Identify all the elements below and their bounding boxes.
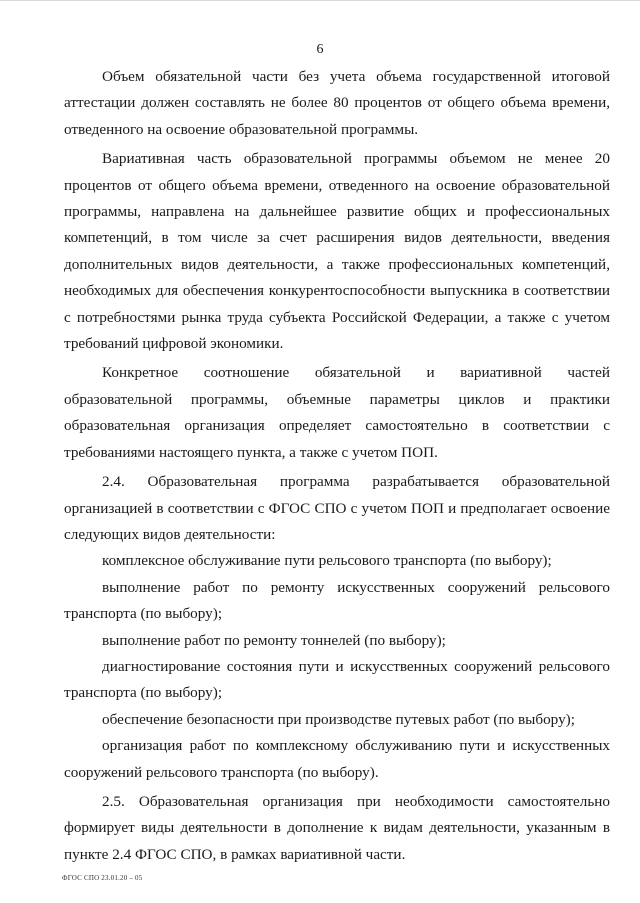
paragraph-2-4: 2.4. Образовательная программа разрабатывается образовательной организацией в соответствии с ФГОС СПО с учетом ПОП и предполагает освоение следующих видов деятельности: (64, 473, 610, 543)
page-number: 6 (316, 42, 324, 57)
paragraph-2-5: 2.5. Образовательная организация при необходимости самостоятельно формирует виды деятельности в дополнение к видам деятельности, указанным в пункте 2.4 ФГОС СПО, в рамках вариативной части. (64, 792, 610, 863)
list-item-activity: выполнение работ по ремонту тоннелей (по выбору); (102, 631, 446, 649)
list-item-activity: обеспечение безопасности при производстве путевых работ (по выбору); (102, 710, 575, 728)
list-item-activity: комплексное обслуживание пути рельсового транспорта (по выбору); (102, 552, 552, 570)
paragraph-variable-part: Вариативная часть образовательной программы объемом не менее 20 процентов от общего объема времени, отведенного на освоение образовательной программы, направлена на дальнейшее развитие общих и профессиональных компетенций, в том числе за счет расширения видов деятельности, введения дополнительных видов деятельности, а также профессиональных компетенций, необходимых для обеспечения конкурентоспособности выпускника в соответствии с потребностями рынка труда субъекта Российской Федерации, а также с учетом требований цифровой экономики. (64, 150, 610, 353)
list-item-activity: организация работ по комплексному обслуживанию пути и искусственных сооружений рельсового транспорта (по выбору). (64, 737, 610, 781)
paragraph-mandatory-part: Объем обязательной части без учета объема государственной итоговой аттестации должен составлять не более 80 процентов от общего объема времени, отведенного на освоение образовательной программы. (64, 68, 610, 138)
scan-edge-top (0, 0, 640, 1)
list-item-activity: выполнение работ по ремонту искусственных сооружений рельсового транспорта (по выбору); (64, 578, 610, 623)
list-item-activity: диагностирование состояния пути и искусственных сооружений рельсового транспорта (по выбору); (64, 657, 610, 702)
document-footer: ФГОС СПО 23.01.20 – 05 (62, 874, 143, 882)
paragraph-ratio: Конкретное соотношение обязательной и вариативной частей образовательной программы, объемные параметры циклов и практики образовательная организация определяет самостоятельно в соответствии с требованиями настоящего пункта, а также с учетом ПОП. (64, 364, 610, 461)
document-body (64, 64, 610, 868)
